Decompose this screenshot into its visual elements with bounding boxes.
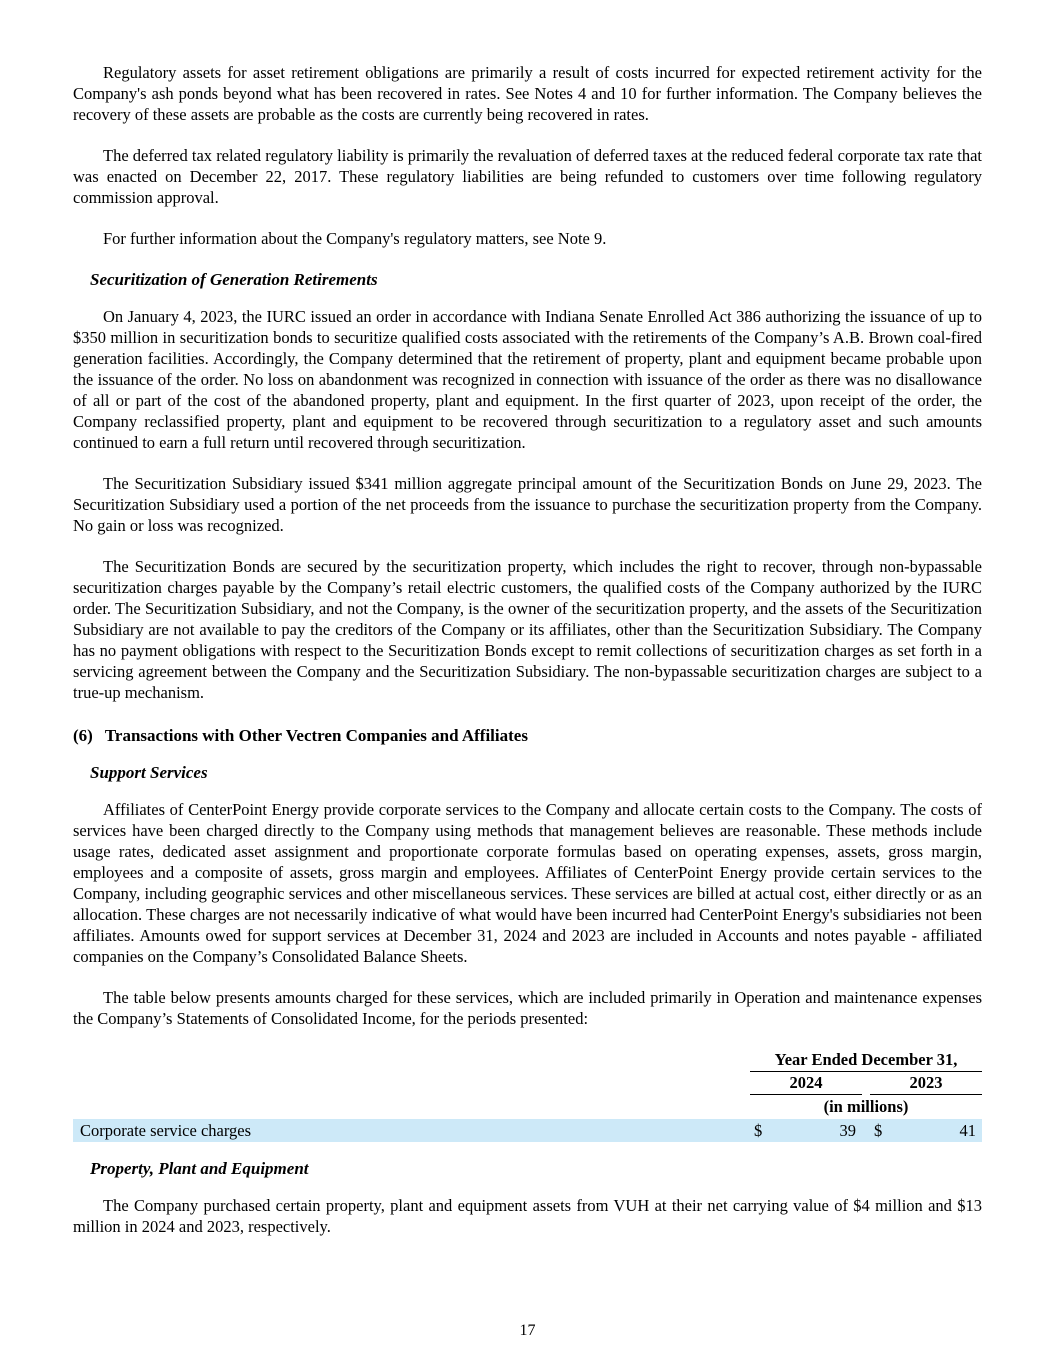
paragraph-regulatory-assets: Regulatory assets for asset retirement obligations are primarily a result of costs incurred for expected retirement activity for the Company's ash ponds beyond what has been recovered in rates. See Notes 4 and 10 for further information. The Company believes the recovery of these assets are probable as the costs are currently being recovered in rates. xyxy=(73,63,982,124)
table-units-row xyxy=(73,1095,982,1117)
paragraph-securitization-bonds-secured: The Securitization Bonds are secured by the securitization property, which includes the right to recover, through non-bypassable securitization charges payable by the Company’s retail electric customers, the qualified costs of the Company authorized by the IURC order. The Securitization Subsidiary, and not the Company, is the owner of the securitization property, and the assets of the Securitization Subsidiary are not available to pay the creditors of the Company or its affiliates, other than the Securitization Subsidiary. The Company has no payment obligations with respect to the Securitization Bonds except to remit collections of securitization charges as set forth in a servicing agreement between the Company and the Securitization Subsidiary. The non-bypassable securitization charges are subject to a true-up mechanism. xyxy=(73,557,982,702)
table-year-header-row xyxy=(73,1072,982,1095)
table-row-corporate-service-charges xyxy=(73,1119,982,1142)
heading-property-plant-equipment: Property, Plant and Equipment xyxy=(90,1159,309,1178)
paragraph-deferred-tax-liability: The deferred tax related regulatory liability is primarily the revaluation of deferred taxes at the reduced federal corporate tax rate that was enacted on December 22, 2017. These regulatory liabilities are being refunded to customers over time following regulatory commission approval. xyxy=(73,146,982,207)
paragraph-vuh-purchase: The Company purchased certain property, plant and equipment assets from VUH at their net carrying value of $4 million and $13 million in 2024 and 2023, respectively. xyxy=(73,1196,982,1236)
table-units-label: (in millions) xyxy=(823,1097,909,1116)
heading-securitization-of-generation-retirements: Securitization of Generation Retirements xyxy=(90,270,378,289)
corporate-service-charges-table xyxy=(73,1049,982,1142)
table-cell-2024 xyxy=(750,1120,862,1141)
table-span-header: Year Ended December 31, xyxy=(750,1049,982,1072)
section-number: (6) xyxy=(73,726,93,745)
table-cell-2023 xyxy=(870,1120,982,1141)
paragraph-further-information: For further information about the Company's regulatory matters, see Note 9. xyxy=(103,229,607,248)
heading-support-services: Support Services xyxy=(90,763,208,782)
paragraph-securitization-subsidiary-issuance: The Securitization Subsidiary issued $341 million aggregate principal amount of the Securitization Bonds on June 29, 2023. The Securitization Subsidiary used a portion of the net proceeds from the issuance to purchase the securitization property from the Company. No gain or loss was recognized. xyxy=(73,474,982,535)
table-span-header-row xyxy=(73,1049,982,1072)
table-row-label: Corporate service charges xyxy=(80,1121,252,1140)
value-2024: 39 xyxy=(839,1121,856,1140)
currency-symbol-2023: $ xyxy=(874,1121,883,1140)
currency-symbol-2024: $ xyxy=(754,1121,763,1140)
heading-section-6-transactions xyxy=(73,725,982,746)
table-column-header-2023: 2023 xyxy=(870,1072,982,1095)
section-title: Transactions with Other Vectren Companies and Affiliates xyxy=(104,726,528,745)
paragraph-table-intro: The table below presents amounts charged for these services, which are included primarily in Operation and maintenance expenses the Company’s Statements of Consolidated Income, for the periods presented: xyxy=(73,988,982,1028)
page-number: 17 xyxy=(519,1322,536,1339)
table-column-header-2024: 2024 xyxy=(750,1072,862,1095)
paragraph-iurc-order: On January 4, 2023, the IURC issued an order in accordance with Indiana Senate Enrolled Act 386 authorizing the issuance of up to $350 million in securitization bonds to securitize qualified costs associated with the retirements of the Company’s A.B. Brown coal-fired generation facilities. Accordingly, the Company determined that the retirement of property, plant and equipment became probable upon the issuance of the order. No loss on abandonment was recognized in connection with issuance of the order as there was no disallowance of all or part of the cost of the abandoned property, plant and equipment. In the first quarter of 2023, upon receipt of the order, the Company reclassified property, plant and equipment to be recovered through securitization to a regulatory asset and such amounts continued to earn a full return until recovered through securitization. xyxy=(73,307,982,452)
paragraph-affiliates-services: Affiliates of CenterPoint Energy provide corporate services to the Company and allocate certain costs to the Company. The costs of services have been charged directly to the Company using methods that management believes are reasonable. These methods include usage rates, dedicated asset assignment and proportionate corporate formulas based on operating expenses, assets, gross margin, employees and a composite of assets, gross margin and employees. Affiliates of CenterPoint Energy provide certain services to the Company, including geographic services and other miscellaneous services. These services are billed at actual cost, either directly or as an allocation. These charges are not necessarily indicative of what would have been incurred had CenterPoint Energy's subsidiaries not been affiliates. Amounts owed for support services at December 31, 2024 and 2023 are included in Accounts and notes payable - affiliated companies on the Company’s Consolidated Balance Sheets. xyxy=(73,800,982,966)
value-2023: 41 xyxy=(959,1121,976,1140)
